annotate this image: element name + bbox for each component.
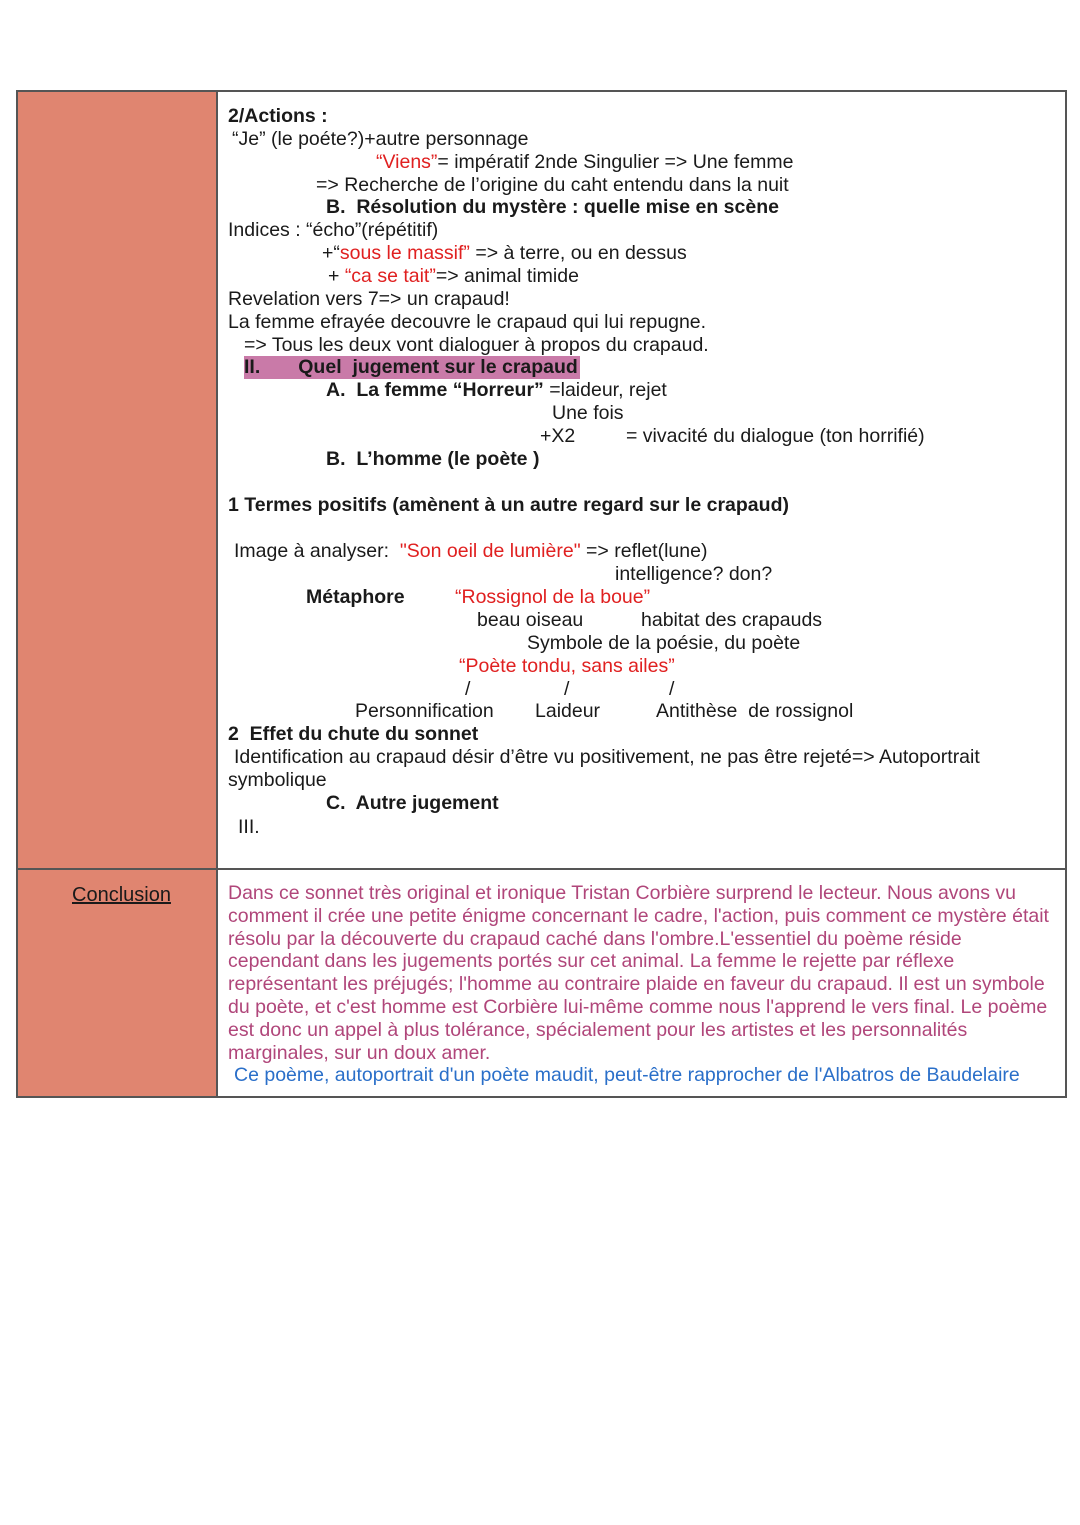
section-heading-highlighted <box>244 356 580 379</box>
quote-red: “ca se tait” <box>344 265 436 287</box>
text-line: Revelation vers 7=> un crapaud! <box>228 288 510 310</box>
subsection-title: C. Autre jugement <box>326 792 499 814</box>
text-line: => Tous les deux vont dialoguer à propos du crapaud. <box>244 334 709 356</box>
label-cell <box>18 870 218 1096</box>
subsection-title: B. L’homme (le poète ) <box>326 448 540 470</box>
quote-red: "Son oeil de lumière" <box>399 540 581 562</box>
section-heading: 2/Actions : <box>228 105 328 127</box>
text-line: Laideur <box>535 700 601 722</box>
text-line: symbolique <box>228 769 327 791</box>
text-line: 2 Effet du chute du sonnet <box>228 723 479 745</box>
slash: / <box>669 678 675 700</box>
text-line: III. <box>238 816 260 838</box>
text-span: => à terre, ou en dessus <box>469 242 687 264</box>
text-line <box>234 540 707 563</box>
text-line: Identification au crapaud désir d’être vu positivement, ne pas être rejeté=> Autoportrait <box>234 746 980 768</box>
text-span: Image à analyser: <box>234 540 400 562</box>
text-line: Métaphore <box>306 586 405 608</box>
text-span: = impératif 2nde Singulier => Une femme <box>437 151 794 173</box>
text-line: Indices : “écho”(répétitif) <box>228 219 439 241</box>
text-span: => animal timide <box>435 265 579 287</box>
text-line: Antithèse de rossignol <box>656 700 854 722</box>
text-line: Une fois <box>552 402 624 424</box>
text-span: =laideur, rejet <box>543 379 667 401</box>
text-line: habitat des crapauds <box>641 609 823 631</box>
subsection-title: B. Résolution du mystère : quelle mise en scène <box>326 196 779 218</box>
text-line: Symbole de la poésie, du poète <box>527 632 801 654</box>
text-line <box>326 379 667 402</box>
text-line: intelligence? don? <box>615 563 773 585</box>
conclusion-text <box>228 882 1058 1087</box>
text-line: = vivacité du dialogue (ton horrifié) <box>626 425 925 447</box>
table-row <box>18 868 1065 1096</box>
content-cell <box>218 92 1065 868</box>
section-title: Quel jugement sur le crapaud <box>298 356 578 378</box>
text-line: +X2 <box>540 425 576 447</box>
text-line: => Recherche de l’origine du caht entendu dans la nuit <box>316 174 789 196</box>
text-line: 1 Termes positifs (amènent à un autre regard sur le crapaud) <box>228 494 789 516</box>
quote-red: “Viens” <box>376 151 438 173</box>
text-line <box>328 265 579 288</box>
roman-numeral: II. <box>244 356 261 378</box>
text-line <box>376 151 794 174</box>
text-line: Personnification <box>355 700 494 722</box>
text-span: +“ <box>322 242 340 264</box>
conclusion-blue-line: Ce poème, autoportrait d'un poète maudit, peut-être rapprocher de l'Albatros de Baudelaire <box>234 1064 1020 1087</box>
text-line: beau oiseau <box>477 609 584 631</box>
content-cell <box>218 870 1065 1096</box>
conclusion-paragraph: Dans ce sonnet très original et ironique Tristan Corbière surprend le lecteur. Nous avons vu comment il crée une petite énigme concernant le cadre, l'action, puis comment ce mystère était résolu par la découverte du crapaud caché dans l'ombre.L'essentiel du poème réside cependant dans les jugements portés sur cet animal. La femme le rejette par réflexe représentant les préjugés; l'homme au contraire plaide en faveur du crapaud. Il est un symbole du poète, et c'est homme est Corbière lui-même comme nous l'apprend le vers final. Le poème est donc un appel à plus tolérance, spécialement pour les artistes et les personnalités marginales, sur un doux amer. <box>228 882 1049 1064</box>
label-cell <box>18 92 218 868</box>
conclusion-label: Conclusion <box>72 884 171 906</box>
slash: / <box>564 678 570 700</box>
table-row <box>18 92 1065 868</box>
subsection-title: A. La femme “Horreur” <box>326 379 544 401</box>
text-line: “Je” (le poéte?)+autre personnage <box>232 128 529 150</box>
text-line: La femme efrayée decouvre le crapaud qui lui repugne. <box>228 311 707 333</box>
text-span: => reflet(lune) <box>580 540 708 562</box>
outline-table <box>16 90 1067 1098</box>
quote-red: “Poète tondu, sans ailes” <box>459 655 675 677</box>
text-span: + <box>328 265 345 287</box>
slash: / <box>465 678 471 700</box>
quote-red: “Rossignol de la boue” <box>455 586 651 608</box>
quote-red: sous le massif” <box>339 242 470 264</box>
text-line <box>322 242 687 265</box>
